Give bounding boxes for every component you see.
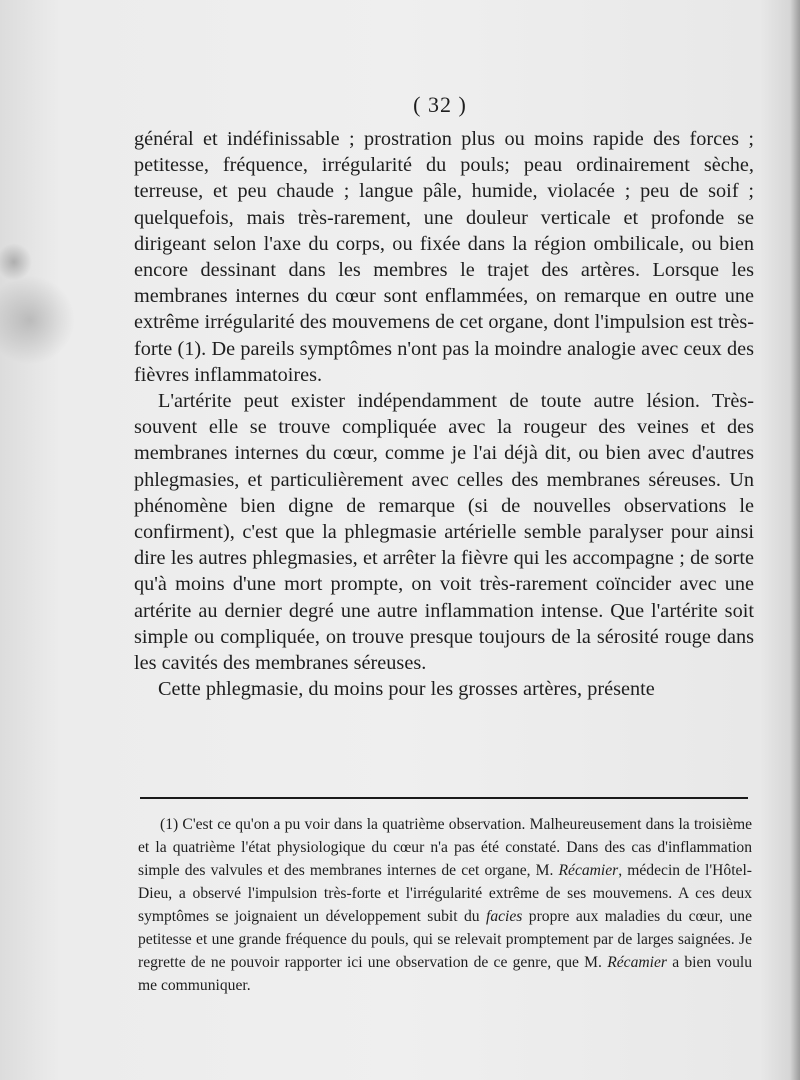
- footnote: [138, 813, 752, 997]
- footnote-name-recamier-2: Récamier: [607, 954, 667, 971]
- page-edge-shadow: [790, 0, 800, 1080]
- footnote-text-3: propre aux maladies du cœur, une petitesse et une grande fréquence du pouls, qui se relevait promptement par de larges saignées. Je regrette de ne pouvoir rapporter ici une observation de ce genre, que M.: [138, 908, 752, 971]
- footnote-facies: facies: [486, 908, 523, 925]
- paragraph-3: Cette phlegmasie, du moins pour les grosses artères, présente: [158, 678, 655, 701]
- footnote-text-1: (1) C'est ce qu'on a pu voir dans la quatrième observation. Malheureusement dans la troisième et la quatrième l'état physiologique du cœur n'a pas été constaté. Dans des cas d'inflammation simple des valvules et des membranes internes de cet organe, M.: [138, 816, 752, 879]
- footnote-name-recamier: Récamier: [558, 862, 619, 879]
- page-number: ( 32 ): [413, 92, 467, 117]
- footnote-divider: [140, 797, 748, 799]
- paragraph-1: général et indéfinissable ; prostration plus ou moins rapide des forces ; petitesse, fréquence, irrégularité du pouls; peau ordinairement sèche, terreuse, et peu chaude ; langue pâle, humide, violacée ; peu de soif ; quelquefois, mais très-rarement, une douleur verticale et profonde se dirigeant selon l'axe du corps, ou fixée dans la région ombilicale, ou bien encore dessinant dans les membres le trajet des artères. Lorsque les membranes internes du cœur sont enflammées, on remarque en outre une extrême irrégularité des mouvemens de cet organe, dont l'impulsion est très-forte (1). De pareils symptômes n'ont pas la moindre analogie avec ceux des fièvres inflammatoires.: [134, 128, 754, 386]
- paragraph-2: L'artérite peut exister indépendamment de toute autre lésion. Très-souvent elle se trouve compliquée avec la rougeur des veines et des membranes internes du cœur, comme je l'ai déjà dit, ou bien avec d'autres phlegmasies, et particulièrement avec celles des membranes séreuses. Un phénomène bien digne de remarque (si de nouvelles observations le confirment), c'est que la phlegmasie artérielle semble paralyser pour ainsi dire les autres phlegmasies, et arrêter la fièvre qui les accompagne ; de sorte qu'à moins d'une mort prompte, on voit très-rarement coïncider avec une artérite au dernier degré une autre inflammation intense. Que l'artérite soit simple ou compliquée, on trouve presque toujours de la sérosité rouge dans les cavités des membranes séreuses.: [134, 390, 754, 675]
- footnote-text-4: a bien voulu me communiquer.: [138, 954, 752, 994]
- footnote-1: [138, 813, 752, 997]
- footnote-text-2: , médecin de l'Hôtel-Dieu, a observé l'impulsion très-forte et l'irrégularité extrême de ses mouvemens. A ces deux symptômes se joignaient un développement subit du: [138, 862, 752, 925]
- main-text: [134, 126, 754, 702]
